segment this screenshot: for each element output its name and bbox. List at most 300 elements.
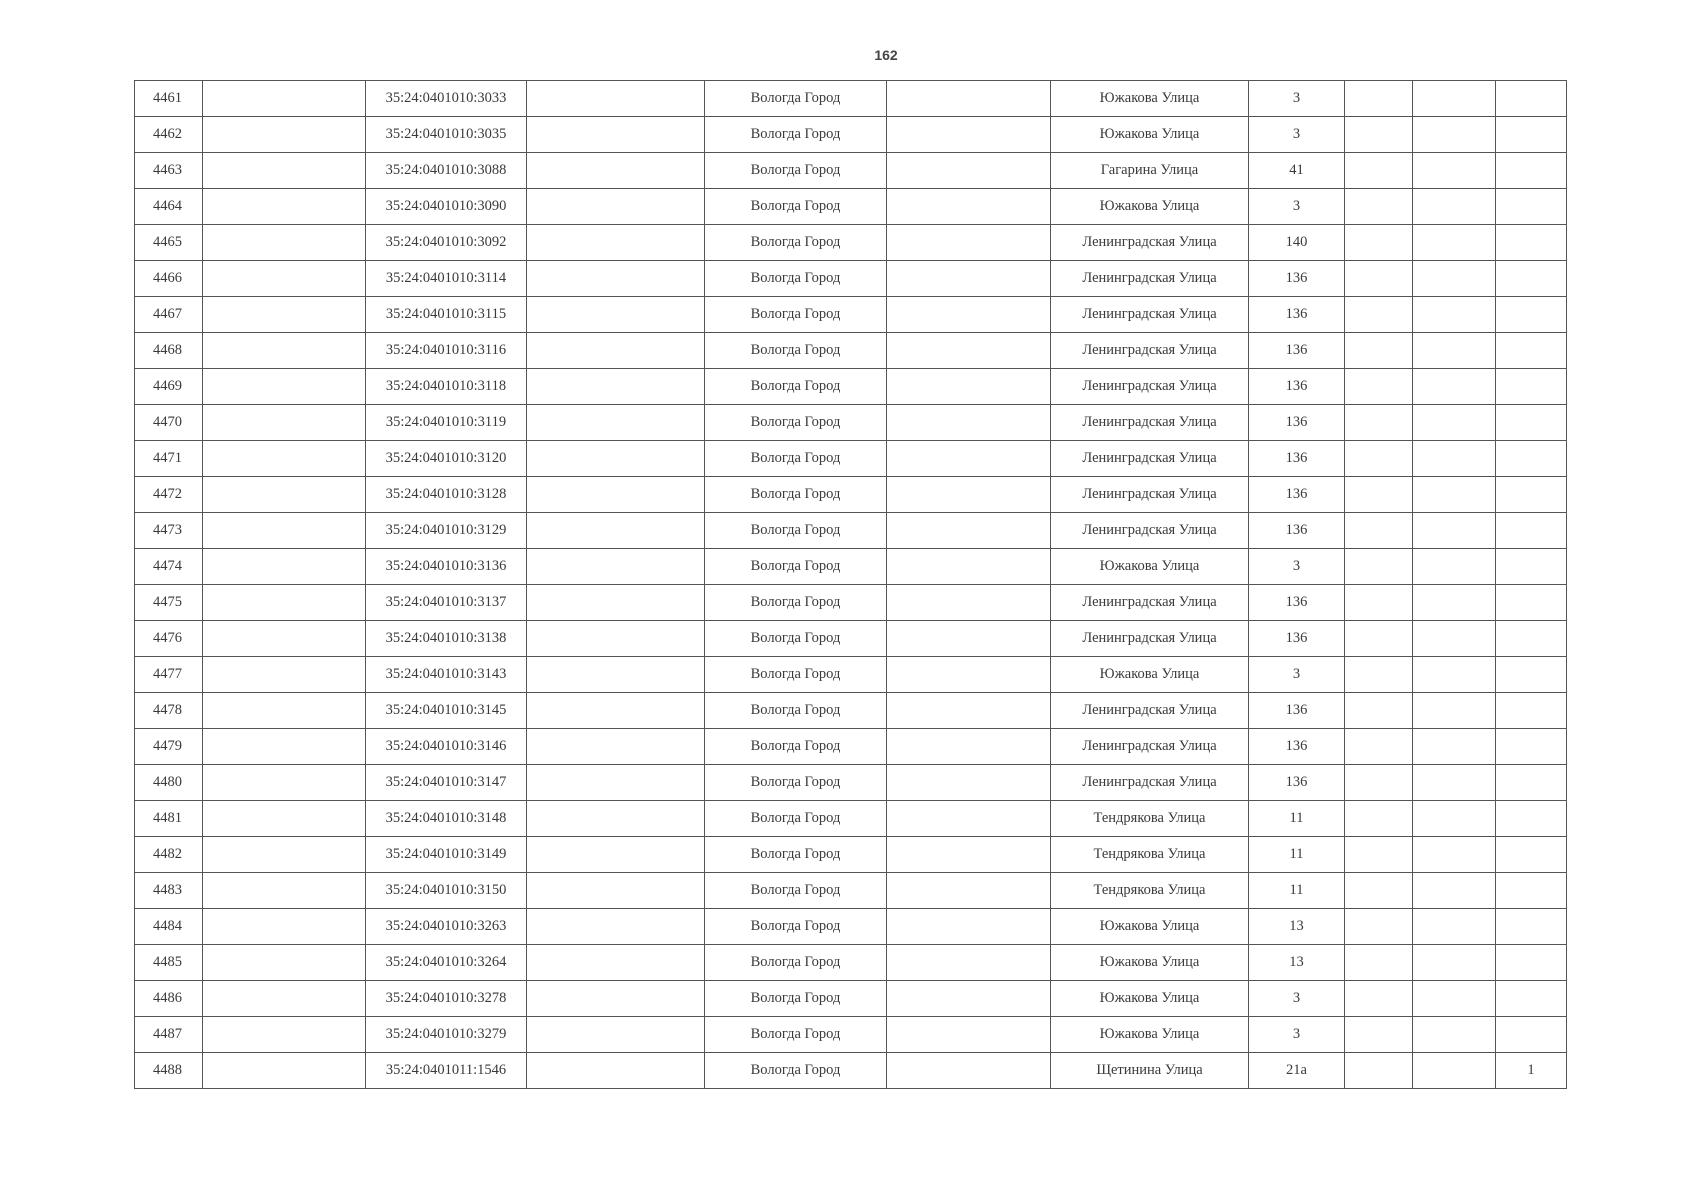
empty-cell <box>527 261 705 297</box>
cadastral-number-cell: 35:24:0401010:3263 <box>366 909 527 945</box>
empty-cell <box>887 729 1051 765</box>
empty-cell <box>203 261 366 297</box>
table-row <box>135 765 1567 801</box>
street-cell: Ленинградская Улица <box>1051 693 1249 729</box>
table-row <box>135 837 1567 873</box>
table-row <box>135 621 1567 657</box>
extra-value-cell <box>1496 765 1567 801</box>
empty-cell <box>1345 153 1413 189</box>
empty-cell <box>887 909 1051 945</box>
house-number-cell: 3 <box>1249 981 1345 1017</box>
empty-cell <box>1413 513 1496 549</box>
empty-cell <box>1345 873 1413 909</box>
cadastral-number-cell: 35:24:0401010:3138 <box>366 621 527 657</box>
city-cell: Вологда Город <box>705 729 887 765</box>
table-row <box>135 333 1567 369</box>
empty-cell <box>1345 981 1413 1017</box>
extra-value-cell <box>1496 405 1567 441</box>
street-cell: Южакова Улица <box>1051 981 1249 1017</box>
empty-cell <box>1413 81 1496 117</box>
row-number-cell: 4461 <box>135 81 203 117</box>
house-number-cell: 3 <box>1249 657 1345 693</box>
extra-value-cell: 1 <box>1496 1053 1567 1089</box>
empty-cell <box>203 585 366 621</box>
cadastral-number-cell: 35:24:0401010:3145 <box>366 693 527 729</box>
extra-value-cell <box>1496 657 1567 693</box>
street-cell: Ленинградская Улица <box>1051 585 1249 621</box>
row-number-cell: 4471 <box>135 441 203 477</box>
cadastral-number-cell: 35:24:0401010:3088 <box>366 153 527 189</box>
empty-cell <box>203 513 366 549</box>
row-number-cell: 4466 <box>135 261 203 297</box>
extra-value-cell <box>1496 909 1567 945</box>
empty-cell <box>1345 1017 1413 1053</box>
empty-cell <box>527 549 705 585</box>
row-number-cell: 4480 <box>135 765 203 801</box>
extra-value-cell <box>1496 477 1567 513</box>
empty-cell <box>527 657 705 693</box>
empty-cell <box>1345 441 1413 477</box>
house-number-cell: 136 <box>1249 585 1345 621</box>
house-number-cell: 13 <box>1249 945 1345 981</box>
city-cell: Вологда Город <box>705 909 887 945</box>
empty-cell <box>1413 981 1496 1017</box>
table-row <box>135 153 1567 189</box>
house-number-cell: 136 <box>1249 261 1345 297</box>
empty-cell <box>527 837 705 873</box>
table-row <box>135 477 1567 513</box>
empty-cell <box>887 297 1051 333</box>
extra-value-cell <box>1496 1017 1567 1053</box>
empty-cell <box>887 765 1051 801</box>
house-number-cell: 13 <box>1249 909 1345 945</box>
empty-cell <box>527 1053 705 1089</box>
empty-cell <box>1413 909 1496 945</box>
street-cell: Щетинина Улица <box>1051 1053 1249 1089</box>
house-number-cell: 3 <box>1249 549 1345 585</box>
empty-cell <box>527 153 705 189</box>
city-cell: Вологда Город <box>705 405 887 441</box>
extra-value-cell <box>1496 189 1567 225</box>
empty-cell <box>1345 1053 1413 1089</box>
street-cell: Ленинградская Улица <box>1051 441 1249 477</box>
empty-cell <box>1345 945 1413 981</box>
city-cell: Вологда Город <box>705 189 887 225</box>
empty-cell <box>887 81 1051 117</box>
empty-cell <box>1413 693 1496 729</box>
empty-cell <box>887 225 1051 261</box>
extra-value-cell <box>1496 333 1567 369</box>
empty-cell <box>887 261 1051 297</box>
cadastral-number-cell: 35:24:0401010:3136 <box>366 549 527 585</box>
city-cell: Вологда Город <box>705 333 887 369</box>
empty-cell <box>1413 153 1496 189</box>
empty-cell <box>203 117 366 153</box>
street-cell: Тендрякова Улица <box>1051 837 1249 873</box>
empty-cell <box>1413 477 1496 513</box>
extra-value-cell <box>1496 225 1567 261</box>
city-cell: Вологда Город <box>705 1053 887 1089</box>
cadastral-number-cell: 35:24:0401010:3120 <box>366 441 527 477</box>
empty-cell <box>1345 297 1413 333</box>
street-cell: Южакова Улица <box>1051 657 1249 693</box>
empty-cell <box>527 441 705 477</box>
empty-cell <box>1345 261 1413 297</box>
extra-value-cell <box>1496 513 1567 549</box>
street-cell: Ленинградская Улица <box>1051 765 1249 801</box>
empty-cell <box>887 945 1051 981</box>
empty-cell <box>1413 297 1496 333</box>
empty-cell <box>527 981 705 1017</box>
empty-cell <box>1345 693 1413 729</box>
street-cell: Южакова Улица <box>1051 549 1249 585</box>
empty-cell <box>887 837 1051 873</box>
empty-cell <box>527 909 705 945</box>
table-row <box>135 945 1567 981</box>
extra-value-cell <box>1496 585 1567 621</box>
empty-cell <box>1345 369 1413 405</box>
street-cell: Тендрякова Улица <box>1051 801 1249 837</box>
empty-cell <box>1413 801 1496 837</box>
row-number-cell: 4469 <box>135 369 203 405</box>
street-cell: Ленинградская Улица <box>1051 261 1249 297</box>
empty-cell <box>1413 189 1496 225</box>
empty-cell <box>887 1053 1051 1089</box>
empty-cell <box>1345 81 1413 117</box>
empty-cell <box>527 405 705 441</box>
city-cell: Вологда Город <box>705 693 887 729</box>
city-cell: Вологда Город <box>705 369 887 405</box>
empty-cell <box>203 693 366 729</box>
cadastral-number-cell: 35:24:0401010:3279 <box>366 1017 527 1053</box>
table-row <box>135 405 1567 441</box>
table-row <box>135 981 1567 1017</box>
empty-cell <box>1345 729 1413 765</box>
empty-cell <box>887 405 1051 441</box>
empty-cell <box>887 153 1051 189</box>
city-cell: Вологда Город <box>705 585 887 621</box>
empty-cell <box>527 585 705 621</box>
house-number-cell: 136 <box>1249 297 1345 333</box>
table-row <box>135 693 1567 729</box>
empty-cell <box>527 189 705 225</box>
street-cell: Ленинградская Улица <box>1051 477 1249 513</box>
empty-cell <box>527 729 705 765</box>
table-row <box>135 873 1567 909</box>
empty-cell <box>1413 585 1496 621</box>
street-cell: Южакова Улица <box>1051 909 1249 945</box>
cadastral-number-cell: 35:24:0401010:3146 <box>366 729 527 765</box>
empty-cell <box>527 873 705 909</box>
empty-cell <box>887 801 1051 837</box>
empty-cell <box>1345 837 1413 873</box>
empty-cell <box>887 585 1051 621</box>
empty-cell <box>1345 765 1413 801</box>
empty-cell <box>1413 333 1496 369</box>
extra-value-cell <box>1496 945 1567 981</box>
cadastral-number-cell: 35:24:0401010:3149 <box>366 837 527 873</box>
cadastral-number-cell: 35:24:0401010:3115 <box>366 297 527 333</box>
street-cell: Южакова Улица <box>1051 81 1249 117</box>
row-number-cell: 4484 <box>135 909 203 945</box>
empty-cell <box>203 621 366 657</box>
house-number-cell: 3 <box>1249 1017 1345 1053</box>
street-cell: Ленинградская Улица <box>1051 225 1249 261</box>
empty-cell <box>527 801 705 837</box>
empty-cell <box>887 513 1051 549</box>
cadastral-number-cell: 35:24:0401010:3129 <box>366 513 527 549</box>
row-number-cell: 4481 <box>135 801 203 837</box>
empty-cell <box>887 189 1051 225</box>
street-cell: Ленинградская Улица <box>1051 729 1249 765</box>
street-cell: Тендрякова Улица <box>1051 873 1249 909</box>
row-number-cell: 4487 <box>135 1017 203 1053</box>
city-cell: Вологда Город <box>705 945 887 981</box>
table-row <box>135 189 1567 225</box>
city-cell: Вологда Город <box>705 477 887 513</box>
empty-cell <box>1345 225 1413 261</box>
empty-cell <box>1345 801 1413 837</box>
empty-cell <box>887 477 1051 513</box>
house-number-cell: 136 <box>1249 621 1345 657</box>
row-number-cell: 4477 <box>135 657 203 693</box>
row-number-cell: 4478 <box>135 693 203 729</box>
row-number-cell: 4485 <box>135 945 203 981</box>
row-number-cell: 4482 <box>135 837 203 873</box>
city-cell: Вологда Город <box>705 297 887 333</box>
empty-cell <box>203 225 366 261</box>
street-cell: Ленинградская Улица <box>1051 621 1249 657</box>
house-number-cell: 3 <box>1249 81 1345 117</box>
empty-cell <box>1345 549 1413 585</box>
empty-cell <box>1413 657 1496 693</box>
empty-cell <box>203 1017 366 1053</box>
table-row <box>135 81 1567 117</box>
street-cell: Южакова Улица <box>1051 945 1249 981</box>
city-cell: Вологда Город <box>705 873 887 909</box>
empty-cell <box>527 621 705 657</box>
empty-cell <box>527 117 705 153</box>
empty-cell <box>203 405 366 441</box>
empty-cell <box>1413 1017 1496 1053</box>
house-number-cell: 136 <box>1249 333 1345 369</box>
empty-cell <box>527 225 705 261</box>
table-row <box>135 801 1567 837</box>
extra-value-cell <box>1496 981 1567 1017</box>
table-row <box>135 369 1567 405</box>
house-number-cell: 41 <box>1249 153 1345 189</box>
empty-cell <box>203 765 366 801</box>
empty-cell <box>1345 477 1413 513</box>
table-row <box>135 441 1567 477</box>
empty-cell <box>887 981 1051 1017</box>
cadastral-number-cell: 35:24:0401010:3147 <box>366 765 527 801</box>
empty-cell <box>1413 873 1496 909</box>
extra-value-cell <box>1496 837 1567 873</box>
empty-cell <box>203 81 366 117</box>
page-number: 162 <box>874 47 898 63</box>
row-number-cell: 4479 <box>135 729 203 765</box>
empty-cell <box>1413 729 1496 765</box>
table-row <box>135 657 1567 693</box>
empty-cell <box>887 693 1051 729</box>
city-cell: Вологда Город <box>705 153 887 189</box>
row-number-cell: 4465 <box>135 225 203 261</box>
empty-cell <box>1345 621 1413 657</box>
cadastral-number-cell: 35:24:0401010:3137 <box>366 585 527 621</box>
city-cell: Вологда Город <box>705 549 887 585</box>
empty-cell <box>1413 549 1496 585</box>
street-cell: Южакова Улица <box>1051 1017 1249 1053</box>
house-number-cell: 136 <box>1249 693 1345 729</box>
cadastral-number-cell: 35:24:0401010:3035 <box>366 117 527 153</box>
empty-cell <box>887 1017 1051 1053</box>
empty-cell <box>1413 621 1496 657</box>
empty-cell <box>203 189 366 225</box>
empty-cell <box>527 477 705 513</box>
house-number-cell: 136 <box>1249 765 1345 801</box>
empty-cell <box>527 945 705 981</box>
city-cell: Вологда Город <box>705 765 887 801</box>
street-cell: Ленинградская Улица <box>1051 513 1249 549</box>
street-cell: Ленинградская Улица <box>1051 297 1249 333</box>
house-number-cell: 136 <box>1249 441 1345 477</box>
empty-cell <box>527 297 705 333</box>
cadastral-number-cell: 35:24:0401010:3118 <box>366 369 527 405</box>
empty-cell <box>1413 117 1496 153</box>
table-row <box>135 513 1567 549</box>
row-number-cell: 4468 <box>135 333 203 369</box>
extra-value-cell <box>1496 549 1567 585</box>
table-row <box>135 1017 1567 1053</box>
empty-cell <box>887 117 1051 153</box>
extra-value-cell <box>1496 81 1567 117</box>
city-cell: Вологда Город <box>705 621 887 657</box>
empty-cell <box>203 333 366 369</box>
empty-cell <box>203 153 366 189</box>
empty-cell <box>203 873 366 909</box>
cadastral-number-cell: 35:24:0401010:3116 <box>366 333 527 369</box>
city-cell: Вологда Город <box>705 1017 887 1053</box>
extra-value-cell <box>1496 693 1567 729</box>
empty-cell <box>527 369 705 405</box>
empty-cell <box>1345 909 1413 945</box>
row-number-cell: 4462 <box>135 117 203 153</box>
house-number-cell: 21а <box>1249 1053 1345 1089</box>
empty-cell <box>1345 333 1413 369</box>
empty-cell <box>887 549 1051 585</box>
empty-cell <box>1413 225 1496 261</box>
row-number-cell: 4475 <box>135 585 203 621</box>
empty-cell <box>887 657 1051 693</box>
extra-value-cell <box>1496 261 1567 297</box>
street-cell: Южакова Улица <box>1051 117 1249 153</box>
empty-cell <box>527 513 705 549</box>
empty-cell <box>203 1053 366 1089</box>
empty-cell <box>203 945 366 981</box>
empty-cell <box>203 729 366 765</box>
city-cell: Вологда Город <box>705 441 887 477</box>
table-row <box>135 225 1567 261</box>
street-cell: Ленинградская Улица <box>1051 333 1249 369</box>
empty-cell <box>1413 1053 1496 1089</box>
cadastral-number-cell: 35:24:0401010:3278 <box>366 981 527 1017</box>
cadastral-number-cell: 35:24:0401010:3119 <box>366 405 527 441</box>
row-number-cell: 4470 <box>135 405 203 441</box>
house-number-cell: 136 <box>1249 729 1345 765</box>
extra-value-cell <box>1496 621 1567 657</box>
empty-cell <box>887 621 1051 657</box>
empty-cell <box>1413 765 1496 801</box>
cadastral-number-cell: 35:24:0401010:3264 <box>366 945 527 981</box>
empty-cell <box>887 369 1051 405</box>
city-cell: Вологда Город <box>705 117 887 153</box>
row-number-cell: 4486 <box>135 981 203 1017</box>
empty-cell <box>1413 441 1496 477</box>
house-number-cell: 11 <box>1249 801 1345 837</box>
empty-cell <box>203 657 366 693</box>
empty-cell <box>203 441 366 477</box>
cadastral-number-cell: 35:24:0401010:3090 <box>366 189 527 225</box>
empty-cell <box>203 477 366 513</box>
house-number-cell: 140 <box>1249 225 1345 261</box>
city-cell: Вологда Город <box>705 261 887 297</box>
empty-cell <box>527 693 705 729</box>
empty-cell <box>203 909 366 945</box>
empty-cell <box>1413 261 1496 297</box>
cadastral-number-cell: 35:24:0401011:1546 <box>366 1053 527 1089</box>
empty-cell <box>203 549 366 585</box>
empty-cell <box>1345 405 1413 441</box>
extra-value-cell <box>1496 801 1567 837</box>
empty-cell <box>1345 657 1413 693</box>
empty-cell <box>1413 369 1496 405</box>
city-cell: Вологда Город <box>705 657 887 693</box>
empty-cell <box>203 801 366 837</box>
empty-cell <box>1413 405 1496 441</box>
cadastral-number-cell: 35:24:0401010:3033 <box>366 81 527 117</box>
row-number-cell: 4474 <box>135 549 203 585</box>
empty-cell <box>203 297 366 333</box>
house-number-cell: 11 <box>1249 873 1345 909</box>
empty-cell <box>887 873 1051 909</box>
row-number-cell: 4483 <box>135 873 203 909</box>
cadastral-number-cell: 35:24:0401010:3150 <box>366 873 527 909</box>
row-number-cell: 4472 <box>135 477 203 513</box>
empty-cell <box>203 981 366 1017</box>
table-row <box>135 549 1567 585</box>
city-cell: Вологда Город <box>705 225 887 261</box>
empty-cell <box>203 369 366 405</box>
row-number-cell: 4467 <box>135 297 203 333</box>
row-number-cell: 4464 <box>135 189 203 225</box>
empty-cell <box>1345 117 1413 153</box>
empty-cell <box>1345 189 1413 225</box>
row-number-cell: 4476 <box>135 621 203 657</box>
table-row <box>135 909 1567 945</box>
city-cell: Вологда Город <box>705 981 887 1017</box>
registry-table <box>134 80 1567 1089</box>
city-cell: Вологда Город <box>705 81 887 117</box>
city-cell: Вологда Город <box>705 513 887 549</box>
empty-cell <box>1413 945 1496 981</box>
empty-cell <box>203 837 366 873</box>
house-number-cell: 136 <box>1249 405 1345 441</box>
extra-value-cell <box>1496 441 1567 477</box>
empty-cell <box>527 81 705 117</box>
cadastral-number-cell: 35:24:0401010:3114 <box>366 261 527 297</box>
street-cell: Ленинградская Улица <box>1051 369 1249 405</box>
